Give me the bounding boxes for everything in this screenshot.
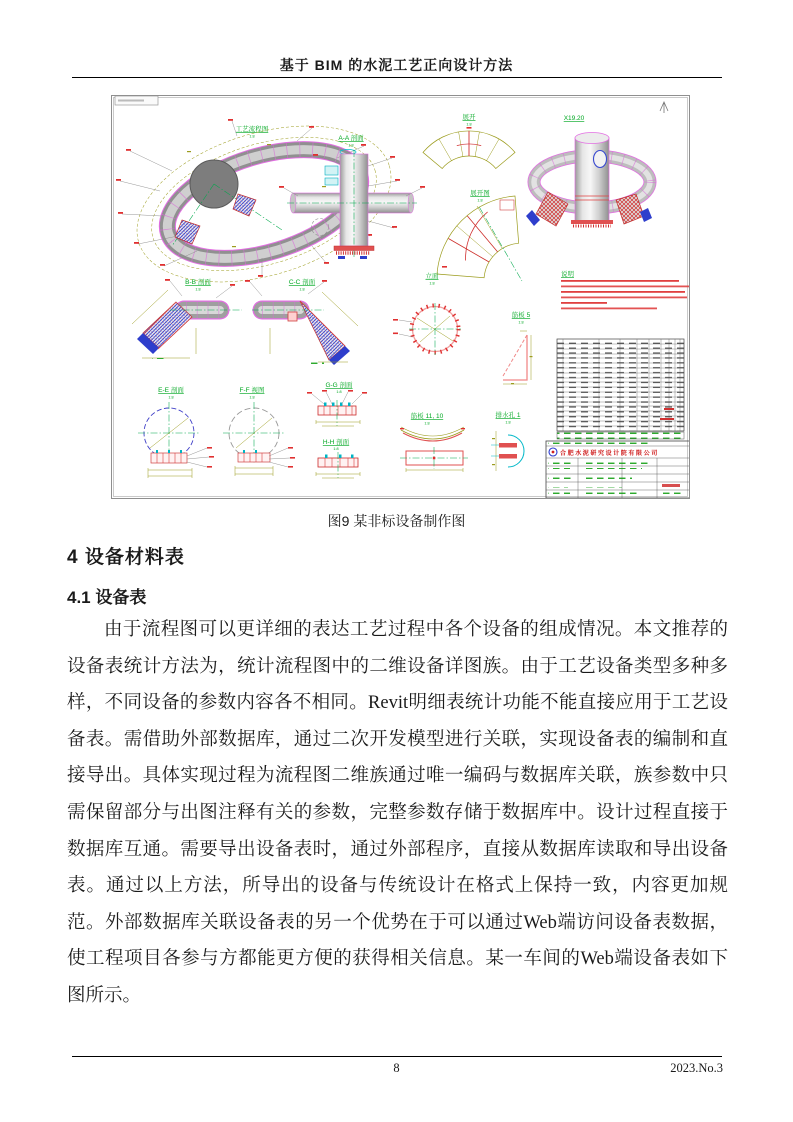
svg-text:1:8: 1:8 bbox=[505, 420, 511, 425]
svg-text:1:8: 1:8 bbox=[424, 421, 430, 426]
svg-text:1:8: 1:8 bbox=[195, 287, 201, 292]
figure-9-drawing bbox=[111, 95, 690, 499]
svg-text:X19.20: X19.20 bbox=[563, 115, 585, 122]
north-arrow-icon bbox=[660, 102, 668, 113]
isometric-view bbox=[526, 115, 652, 226]
cad-drawing bbox=[112, 96, 689, 498]
svg-text:1:8: 1:8 bbox=[168, 395, 174, 400]
svg-text:1:8: 1:8 bbox=[336, 390, 342, 394]
notes-block bbox=[561, 269, 689, 309]
company-name: 合肥水泥研究设计院有限公司 bbox=[560, 450, 659, 457]
section-heading: 4 设备材料表 bbox=[67, 547, 185, 568]
svg-text:C-C 剖面: C-C 剖面 bbox=[288, 279, 316, 286]
svg-text:排水孔 1: 排水孔 1 bbox=[495, 412, 521, 419]
rib-plate-11-10-view bbox=[400, 411, 468, 472]
svg-text:H-H 剖面: H-H 剖面 bbox=[322, 439, 350, 446]
svg-text:筋板 11, 10: 筋板 11, 10 bbox=[410, 413, 444, 420]
section-hh-view bbox=[316, 437, 360, 478]
svg-text:说明: 说明 bbox=[561, 271, 574, 278]
svg-text:1:8: 1:8 bbox=[477, 198, 483, 203]
drain-hole-view bbox=[491, 410, 524, 471]
svg-text:工艺流程图: 工艺流程图 bbox=[235, 126, 269, 133]
fan-development-view bbox=[423, 112, 515, 169]
svg-text:1:8: 1:8 bbox=[429, 281, 435, 286]
svg-text:A-A 剖面: A-A 剖面 bbox=[338, 135, 364, 142]
svg-text:1:8: 1:8 bbox=[299, 287, 305, 292]
issue-label: 2023.No.3 bbox=[670, 1061, 723, 1075]
figure-caption: 图9 某非标设备制作图 bbox=[327, 513, 466, 529]
svg-text:1:8: 1:8 bbox=[333, 447, 339, 451]
svg-text:G-G 剖面: G-G 剖面 bbox=[325, 382, 353, 389]
svg-text:1:8: 1:8 bbox=[348, 143, 354, 148]
svg-text:1:8: 1:8 bbox=[518, 320, 524, 325]
body-paragraph: 由于流程图可以更详细的表达工艺过程中各个设备的组成情况。本文推荐的设备表统计方法为，统计流程图中的二维设备详图族。由于工艺设备类型多种多样，不同设备的参数内容各不相同。Revit明细表统计功能不能直接应用于工艺设备表。需借助外部数据库，通过二次开发模型进行关联，实现设备表的编制和直接导出。具体实现过程为流程图二维族通过唯一编码与数据库关联，族参数中只需保留部分与出图注释有关的参数，完整参数存储于数据库中。设计过程直接于数据库互通。需要导出设备表时，通过外部程序，直接从数据库读取和导出设备表。通过以上方法，所导出的设备与传统设计在格式上保持一致，内容更加规范。外部数据库关联设备表的另一个优势在于可以通过Web端访问设备表数据，使工程项目各参与方都能更方便的获得相关信息。某一车间的Web端设备表如下图所示。 bbox=[67, 620, 728, 1006]
title-block bbox=[546, 441, 689, 498]
subsection-heading: 4.1 设备表 bbox=[67, 588, 147, 607]
svg-text:F-F 视图: F-F 视图 bbox=[239, 387, 265, 394]
svg-text:展开图: 展开图 bbox=[470, 190, 490, 197]
section-ee-view bbox=[138, 385, 214, 478]
header-rule bbox=[72, 77, 722, 78]
fan-development-large-view bbox=[437, 188, 522, 281]
section-gg-view bbox=[307, 380, 367, 426]
section-bb-view bbox=[132, 277, 242, 360]
svg-text:B-B 剖面: B-B 剖面 bbox=[185, 279, 211, 286]
svg-text:1:8: 1:8 bbox=[249, 134, 255, 139]
view-ff bbox=[223, 385, 295, 476]
svg-text:E-E 剖面: E-E 剖面 bbox=[158, 387, 184, 394]
rib-plate-5-view bbox=[503, 310, 533, 384]
page-number: 8 bbox=[393, 1061, 400, 1075]
section-cc-view bbox=[245, 277, 358, 365]
bom-table bbox=[557, 339, 684, 439]
flange-face-view bbox=[393, 271, 461, 355]
svg-text:立面: 立面 bbox=[425, 273, 439, 280]
footer-rule bbox=[72, 1056, 722, 1057]
svg-text:1:8: 1:8 bbox=[466, 122, 472, 127]
page-header-title: 基于 BIM 的水泥工艺正向设计方法 bbox=[279, 57, 514, 73]
svg-text:筋板 5: 筋板 5 bbox=[511, 312, 531, 319]
svg-text:展开: 展开 bbox=[462, 114, 476, 121]
svg-text:1:8: 1:8 bbox=[249, 395, 255, 400]
